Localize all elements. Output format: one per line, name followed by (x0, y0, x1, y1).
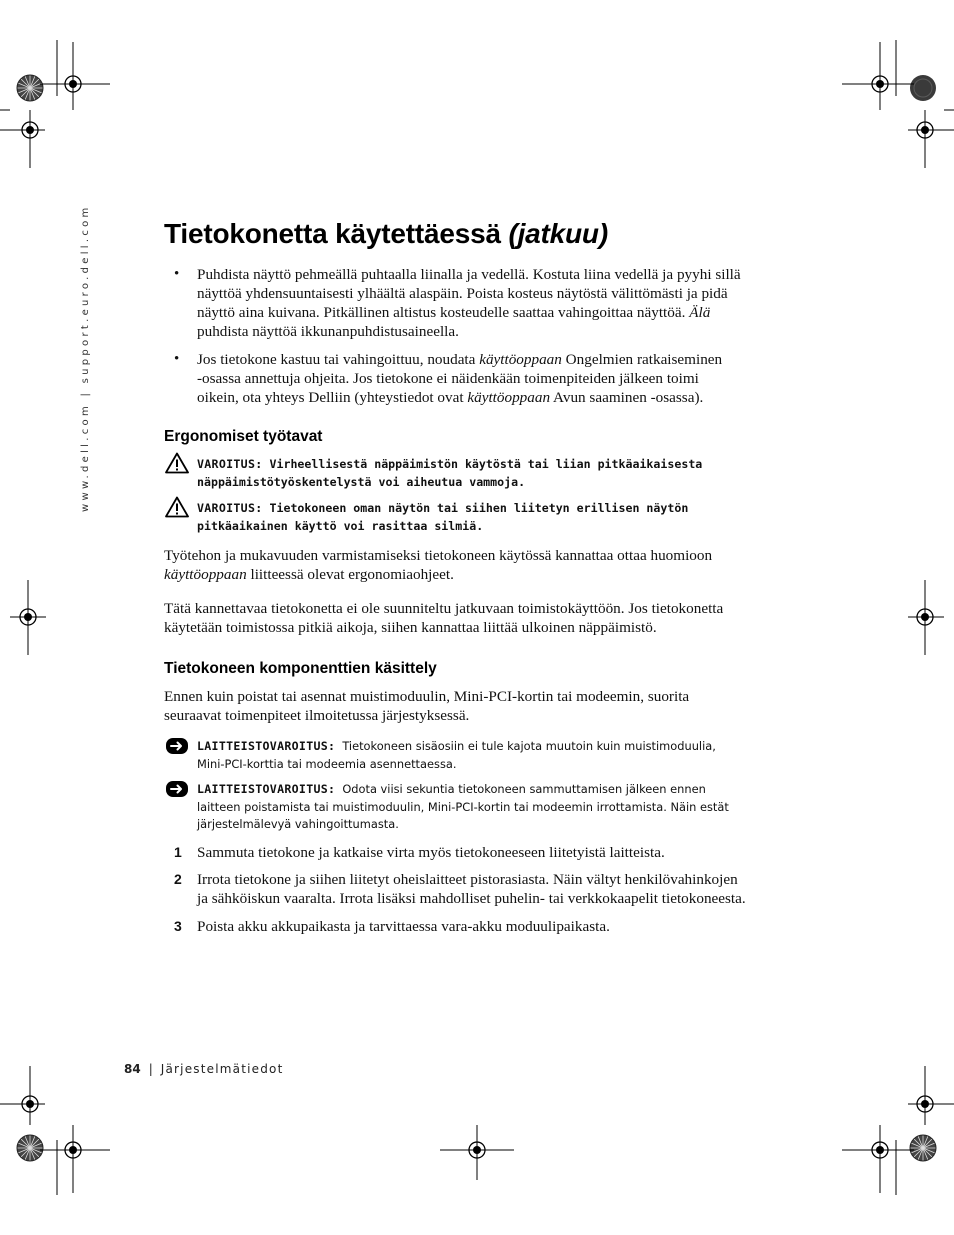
paragraph (164, 599, 776, 637)
text-line: käytetään toimistossa pitkiä aikoja, siihen kannattaa liittää ulkoinen näppäimistö. (164, 619, 657, 636)
text-line (197, 456, 767, 474)
hardware-notice (197, 738, 767, 773)
emphasis: käyttöoppaan (479, 351, 562, 368)
emphasis: Älä (689, 304, 711, 321)
bullet-marker: • (174, 266, 180, 282)
color-target-icon (910, 1135, 936, 1161)
section-heading-ergonomics: Ergonomiset työtavat (164, 428, 323, 445)
notice-text: Mini-PCI-korttia tai modeemia asennettaessa. (197, 756, 457, 771)
text-line (197, 738, 767, 756)
warning-triangle-icon (165, 496, 189, 518)
text-line: ja sähköiskun vaaralta. Irrota lisäksi mahdolliset puhelin- tai verkkokaapelit tietokoneesta. (197, 890, 746, 907)
paragraph (164, 687, 776, 725)
step-number: 3 (174, 918, 182, 934)
bullet-paragraph (197, 350, 782, 407)
notice-text: laitteen poistamista tai muistimoduulin, Mini-PCI-kortin tai modeemin irrottamista. Näin estät (197, 799, 729, 814)
text-line: Tätä kannettavaa tietokonetta ei ole suunniteltu jatkuvaan toimistokäyttöön. Jos tietokonetta (164, 600, 724, 617)
warning-note (197, 500, 767, 535)
warning-label: VAROITUS: (197, 501, 263, 515)
text-span: Ongelmien ratkaiseminen (565, 351, 723, 368)
paragraph (164, 546, 776, 584)
warning-label: VAROITUS: (197, 457, 263, 471)
page-title (164, 218, 608, 250)
text-line (197, 388, 782, 407)
emphasis: käyttöoppaan (164, 566, 247, 583)
text-line (197, 303, 782, 322)
text-line: -osassa annettuja ohjeita. Jos tietokone ei näidenkään toimenpiteiden jälkeen toimi (197, 370, 699, 387)
bullet-marker: • (174, 351, 180, 367)
page-footer (124, 1062, 284, 1076)
text-line: Sammuta tietokone ja katkaise virta myös tietokoneeseen liitetyistä laitteista. (197, 844, 665, 861)
warning-note (197, 456, 767, 491)
notice-text: järjestelmälevyä vahingoittumasta. (197, 817, 399, 831)
warning-text: näppäimistötyöskentelystä voi aiheutua vammoja. (197, 474, 526, 489)
text-line: Puhdista näyttö pehmeällä puhtaalla liinalla ja vedellä. Kostuta liina vedellä ja pyyhi sillä (197, 266, 741, 283)
text-line: näyttöä yhdensuuntaisesti ylhäältä alaspäin. Poista kosteus näytöstä välittömästi ja pidä (197, 285, 728, 302)
text-line (197, 350, 782, 369)
step-text (197, 917, 782, 936)
footer-separator: | (148, 1062, 153, 1076)
page-number: 84 (124, 1062, 141, 1076)
notice-text: Odota viisi sekuntia tietokoneen sammuttamisen jälkeen ennen (342, 782, 706, 796)
notice-text: Tietokoneen sisäosiin ei tule kajota muutoin kuin muistimoduulia, (342, 739, 716, 753)
text-span: Avun saaminen -osassa). (553, 389, 704, 406)
step-text (197, 843, 782, 862)
bullet-paragraph (197, 265, 782, 341)
color-target-icon (17, 75, 43, 101)
text-span: liitteessä olevat ergonomiaohjeet. (250, 566, 454, 583)
sidebar-url: www.dell.com | support.euro.dell.com (80, 204, 91, 512)
color-target-icon (17, 1135, 43, 1161)
text-line: seuraavat toimenpiteet ilmoitetussa järjestyksessä. (164, 707, 470, 724)
warning-triangle-icon (165, 452, 189, 474)
text-line (197, 500, 767, 518)
text-span: oikein, ota yhteys Delliin (yhteystiedot ovat (197, 389, 464, 406)
text-span: Jos tietokone kastuu tai vahingoittuu, noudata (197, 351, 476, 368)
step-number: 2 (174, 871, 182, 887)
notice-label: LAITTEISTOVAROITUS: (197, 782, 336, 796)
step-number: 1 (174, 844, 182, 860)
section-heading-components: Tietokoneen komponenttien käsittely (164, 660, 437, 677)
hardware-notice (197, 781, 767, 834)
warning-text: Virheellisestä näppäimistön käytöstä tai liian pitkäaikaisesta (269, 457, 703, 471)
page-title-main: Tietokonetta käytettäessä (164, 218, 501, 249)
text-line: Poista akku akkupaikasta ja tarvittaessa vara-akku moduulipaikasta. (197, 918, 610, 935)
emphasis: käyttöoppaan (467, 389, 551, 406)
text-line: puhdista näyttöä ikkunanpuhdistusaineella. (197, 323, 459, 340)
warning-text: Tietokoneen oman näytön tai siihen liitetyn erillisen näytön (269, 501, 689, 515)
text-line: Työtehon ja mukavuuden varmistamiseksi tietokoneen käytössä kannattaa ottaa huomioon (164, 547, 713, 564)
color-target-icon (910, 75, 936, 101)
text-line: Irrota tietokone ja siihen liitetyt oheislaitteet pistorasiasta. Näin vältyt henkilövahinkojen (197, 871, 738, 888)
footer-section-title: Järjestelmätiedot (160, 1062, 284, 1076)
text-line (164, 565, 776, 584)
text-line: Ennen kuin poistat tai asennat muistimoduulin, Mini-PCI-kortin tai modeemin, suorita (164, 688, 690, 705)
page-title-continued: (jatkuu) (508, 218, 608, 249)
hardware-notice-icon (165, 737, 189, 755)
notice-label: LAITTEISTOVAROITUS: (197, 739, 336, 753)
text-span: näyttö aina kuivana. Pitkällinen altistus kosteudelle saattaa vahingoittaa näyttöä. (197, 304, 686, 321)
text-line (197, 781, 767, 799)
hardware-notice-icon (165, 780, 189, 798)
warning-text: pitkäaikainen käyttö voi rasittaa silmiä. (197, 518, 484, 533)
step-text (197, 870, 782, 908)
